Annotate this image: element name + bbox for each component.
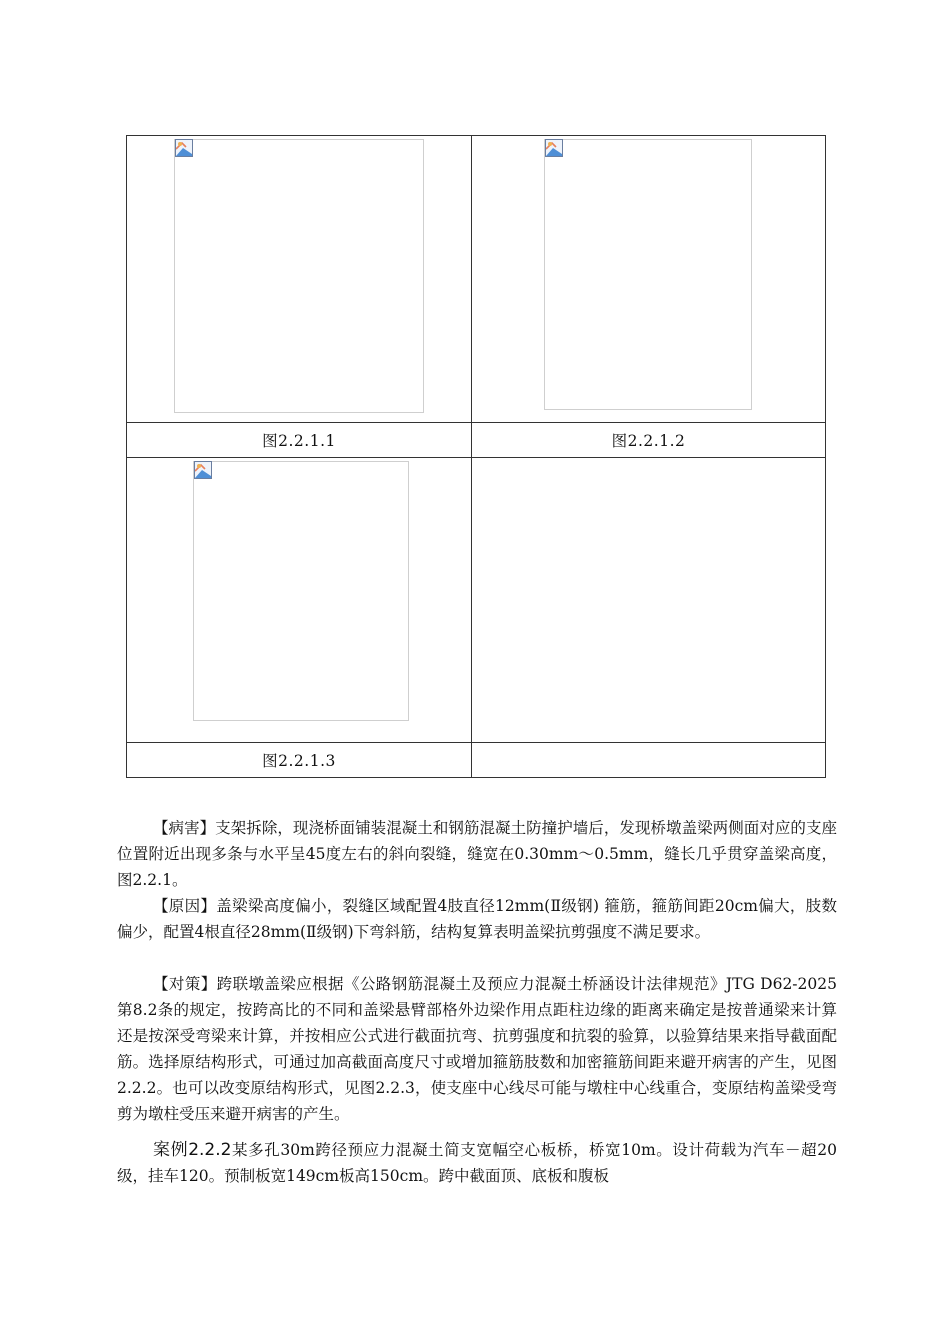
- figure-caption-2: 图2.2.1.2: [472, 422, 826, 457]
- case-heading: 案例2.2.2: [153, 1140, 232, 1160]
- figure-cell-1: [127, 136, 472, 423]
- paragraph-measure: 【对策】跨联墩盖梁应根据《公路钢筋混凝土及预应力混凝土桥涵设计法律规范》JTG D62-2025第8.2条的规定，按跨高比的不同和盖梁悬臂部格外边梁作用点距柱边缘的距离来确定是按普通梁来计算还是按深受弯梁来计算，并按相应公式进行截面抗弯、抗剪强度和抗裂的验算，以验算结果来指导截面配筋。选择原结构形式，可通过加高截面高度尺寸或增加箍筋肢数和加密箍筋间距来避开病害的产生，见图2.2.2。也可以改变原结构形式，见图2.2.3，使支座中心线尽可能与墩柱中心线重合，变原结构盖梁受弯剪为墩柱受压来避开病害的产生。: [117, 975, 837, 1123]
- broken-image-icon: [545, 139, 563, 157]
- figure-cell-2: [472, 136, 826, 423]
- figure-image-frame: [544, 139, 752, 410]
- figure-table: [126, 135, 826, 778]
- broken-image-icon: [175, 139, 193, 157]
- figure-caption-3: 图2.2.1.3: [127, 742, 472, 777]
- figure-cell-empty: [472, 458, 826, 743]
- figure-caption-empty: [472, 742, 826, 777]
- paragraph-case: [117, 1137, 837, 1189]
- figure-image-frame: [174, 139, 424, 413]
- case-text: 某多孔30m跨径预应力混凝土简支宽幅空心板桥，桥宽10m。设计荷载为汽车－超20级，挂车120。预制板宽149cm板高150cm。跨中截面顶、底板和腹板: [117, 1141, 837, 1185]
- paragraph-disease: 【病害】支架拆除，现浇桥面铺装混凝土和钢筋混凝土防撞护墙后，发现桥墩盖梁两侧面对应的支座位置附近出现多条与水平呈45度左右的斜向裂缝，缝宽在0.30mm～0.5mm，缝长几乎贯穿盖梁高度，图2.2.1。: [117, 819, 837, 889]
- figure-image-frame: [193, 461, 409, 721]
- figure-caption-1: 图2.2.1.1: [127, 422, 472, 457]
- broken-image-icon: [194, 461, 212, 479]
- paragraph-cause: 【原因】盖梁梁高度偏小，裂缝区域配置4肢直径12mm(Ⅱ级钢) 箍筋，箍筋间距20cm偏大，肢数偏少，配置4根直径28mm(Ⅱ级钢)下弯斜筋，结构复算表明盖梁抗剪强度不满足要求。: [117, 897, 837, 941]
- figure-cell-3: [127, 458, 472, 743]
